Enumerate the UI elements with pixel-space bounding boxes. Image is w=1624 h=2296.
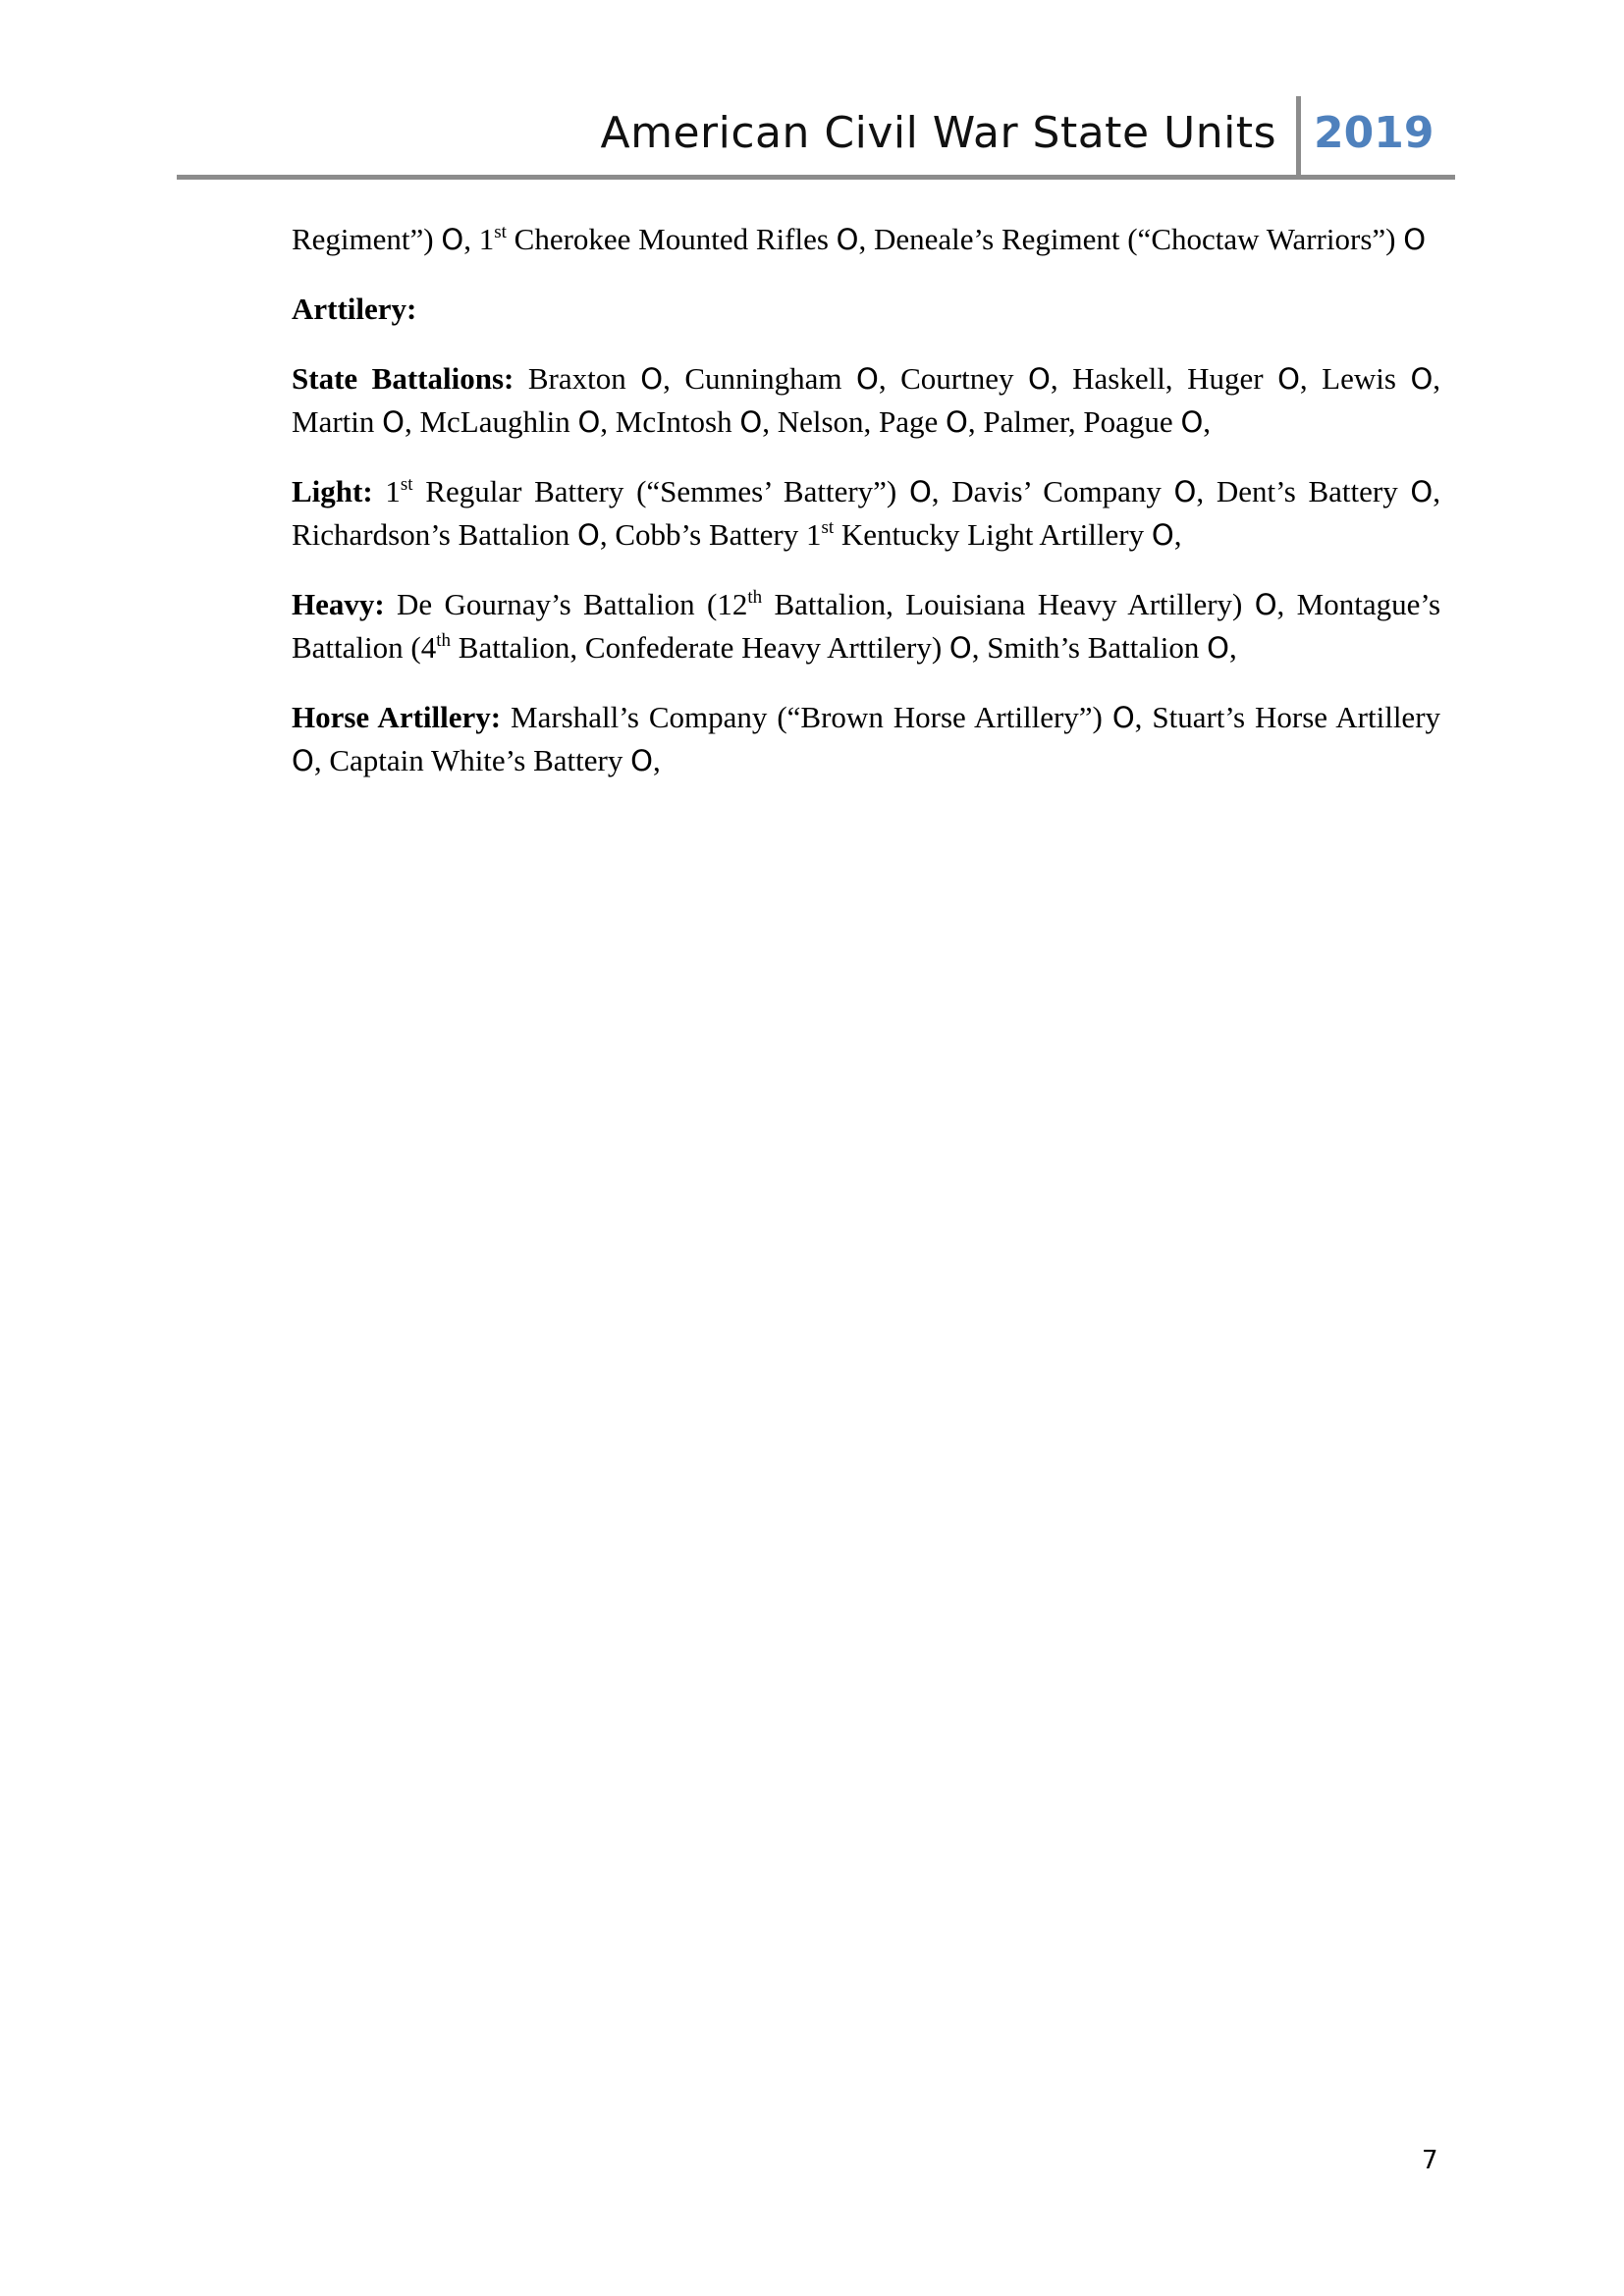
checkbox-circle-icon: O (577, 518, 600, 552)
checkbox-circle-icon: O (856, 362, 879, 396)
text-run: , Richardson’s Battalion (292, 474, 1440, 552)
checkbox-circle-icon: O (1111, 701, 1135, 734)
text-run: , 1 (463, 222, 495, 256)
text-run: , McIntosh (600, 404, 732, 439)
text-run: Marshall’s Company (“Brown Horse Artillery”) (501, 700, 1103, 734)
text-run: De Gournay’s Battalion (12 (384, 587, 748, 621)
text-run: Battalion, Louisiana Heavy Artillery) (762, 587, 1243, 621)
paragraph-label: Heavy: (292, 587, 385, 621)
section-heading-artillery (292, 288, 1440, 331)
checkbox-circle-icon: O (1180, 405, 1204, 439)
page-header (177, 96, 1453, 183)
checkbox-circle-icon: O (1207, 631, 1229, 665)
text-run: Braxton (514, 361, 626, 396)
paragraph-horse-artillery (292, 696, 1440, 782)
checkbox-circle-icon: O (1277, 362, 1300, 396)
text-run: , Martin (292, 361, 1441, 439)
text-run: , Montague’s Battalion (4 (292, 587, 1441, 665)
checkbox-circle-icon: O (630, 744, 653, 777)
text-run: Kentucky Light Artillery (834, 517, 1145, 552)
checkbox-circle-icon: O (640, 362, 664, 396)
checkbox-circle-icon: O (1403, 223, 1427, 256)
text-run: , Cobb’s Battery 1 (599, 517, 822, 552)
header-rule (177, 175, 1455, 180)
paragraph-label: Horse Artillery: (292, 700, 502, 734)
paragraph-label: State Battalions: (292, 361, 514, 396)
text-run: Cherokee Mounted Rifles (506, 222, 829, 256)
page-body (292, 218, 1440, 809)
text-run: Battalion, Confederate Heavy Arttilery) (451, 630, 943, 665)
text-run: , (1203, 404, 1212, 439)
ordinal-superscript: th (747, 587, 763, 608)
text-run: , Nelson, Page (762, 404, 939, 439)
text-run: , Deneale’s Regiment (“Choctaw Warriors”) (858, 222, 1396, 256)
text-run: , Courtney (878, 361, 1014, 396)
text-run: , Stuart’s Horse Artillery (1134, 700, 1441, 734)
text-run: , (1228, 630, 1237, 665)
text-run: , Smith’s Battalion (971, 630, 1200, 665)
checkbox-circle-icon: O (1028, 362, 1051, 396)
text-run: , Captain White’s Battery (313, 743, 623, 777)
text-run: , (652, 743, 661, 777)
checkbox-circle-icon: O (441, 223, 464, 256)
text-run: , Cunningham (663, 361, 842, 396)
checkbox-circle-icon: O (1410, 362, 1434, 396)
ordinal-superscript: st (400, 474, 413, 495)
checkbox-circle-icon: O (948, 631, 972, 665)
heading-text: Arttilery: (292, 292, 417, 326)
checkbox-circle-icon: O (1173, 475, 1197, 508)
checkbox-circle-icon: O (946, 405, 968, 439)
text-run: Regular Battery (“Semmes’ Battery”) (412, 474, 897, 508)
text-run: , Davis’ Company (931, 474, 1162, 508)
checkbox-circle-icon: O (836, 223, 859, 256)
checkbox-circle-icon: O (577, 405, 601, 439)
text-run: , Palmer, Poague (967, 404, 1173, 439)
checkbox-circle-icon: O (1410, 475, 1434, 508)
header-divider (1296, 96, 1301, 177)
paragraph-label: Light: (292, 474, 373, 508)
text-run: 1 (372, 474, 401, 508)
paragraph-state-battalions (292, 357, 1440, 444)
text-run: , Haskell, Huger (1050, 361, 1264, 396)
paragraph-heavy (292, 583, 1440, 669)
checkbox-circle-icon: O (739, 405, 763, 439)
checkbox-circle-icon: O (1151, 518, 1174, 552)
checkbox-circle-icon: O (292, 744, 314, 777)
ordinal-superscript: st (494, 222, 507, 242)
header-title: American Civil War State Units (600, 108, 1276, 158)
ordinal-superscript: th (436, 630, 452, 651)
text-run: Regiment”) (292, 222, 434, 256)
checkbox-circle-icon: O (382, 405, 405, 439)
paragraph-regiments-continued (292, 218, 1440, 261)
page-number: 7 (1422, 2146, 1438, 2175)
checkbox-circle-icon: O (1254, 588, 1277, 621)
text-run: , Dent’s Battery (1196, 474, 1398, 508)
text-run: , McLaughlin (404, 404, 570, 439)
checkbox-circle-icon: O (908, 475, 932, 508)
text-run: , Lewis (1299, 361, 1396, 396)
header-year: 2019 (1314, 108, 1435, 158)
ordinal-superscript: st (821, 517, 835, 538)
text-run: , (1173, 517, 1182, 552)
paragraph-light (292, 470, 1440, 557)
